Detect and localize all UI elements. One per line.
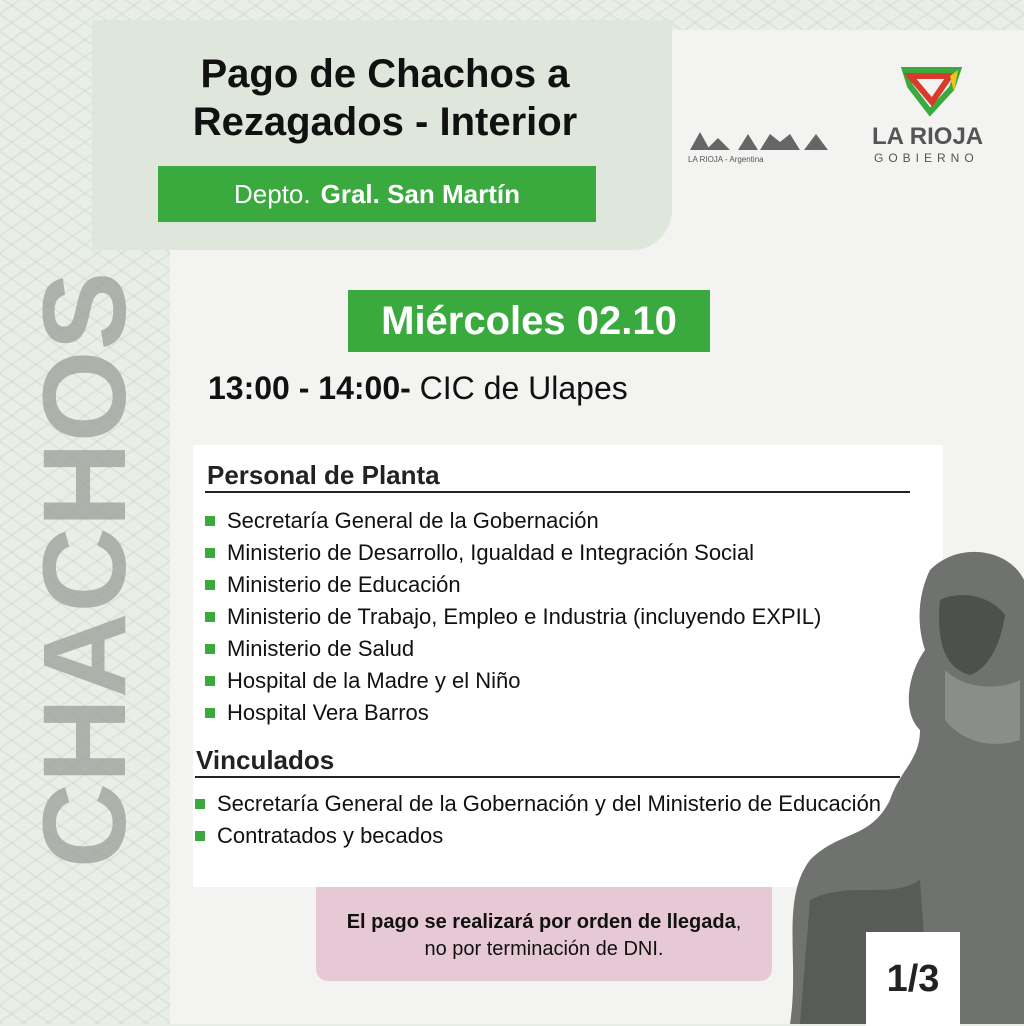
svg-text:GOBIERNO: GOBIERNO <box>874 151 979 165</box>
bullet-icon <box>195 831 205 841</box>
bullet-icon <box>195 799 205 809</box>
list-item: Ministerio de Desarrollo, Igualdad e Integración Social <box>205 537 821 569</box>
planta-list <box>205 505 821 729</box>
payment-note <box>316 887 772 981</box>
svg-text:CHACHOS: CHACHOS <box>19 271 151 869</box>
list-item: Ministerio de Salud <box>205 633 821 665</box>
svg-text:LA RIOJA - Argentina: LA RIOJA - Argentina <box>688 155 764 164</box>
list-item: Secretaría General de la Gobernación y del Ministerio de Educación <box>195 788 881 820</box>
schedule-time: 13:00 - 14:00- <box>208 370 411 406</box>
list-item: Secretaría General de la Gobernación <box>205 505 821 537</box>
svg-text:LA RIOJA: LA RIOJA <box>872 123 984 150</box>
list-item: Contratados y becados <box>195 820 881 852</box>
bullet-icon <box>205 676 215 686</box>
bullet-icon <box>205 516 215 526</box>
la-rioja-gobierno-logo <box>870 62 995 172</box>
page-indicator: 1/3 <box>866 932 960 1026</box>
department-value: Gral. San Martín <box>320 178 520 209</box>
section-divider <box>205 491 910 493</box>
title-line-1: Pago de Chachos a <box>200 52 570 96</box>
department-banner <box>158 166 596 222</box>
bullet-icon <box>205 708 215 718</box>
bullet-icon <box>205 644 215 654</box>
note-punct: , <box>735 911 742 933</box>
list-item: Hospital de la Madre y el Niño <box>205 665 821 697</box>
schedule-place: CIC de Ulapes <box>419 370 628 406</box>
chachos-watermark <box>19 175 151 965</box>
note-bold-text: El pago se realizará por orden de llegada <box>346 911 736 933</box>
date-banner: Miércoles 02.10 <box>348 290 710 352</box>
note-line-2: no por terminación de DNI. <box>424 938 664 960</box>
bullet-icon <box>205 580 215 590</box>
bullet-icon <box>205 548 215 558</box>
list-item: Ministerio de Educación <box>205 569 821 601</box>
page-title <box>115 50 655 146</box>
la-rioja-brand-logo <box>688 120 833 165</box>
section-heading-planta: Personal de Planta <box>207 460 440 490</box>
title-line-2: Rezagados - Interior <box>192 100 578 144</box>
list-item: Ministerio de Trabajo, Empleo e Industria (incluyendo EXPIL) <box>205 601 821 633</box>
schedule-time-place <box>208 370 628 407</box>
bullet-icon <box>205 612 215 622</box>
section-heading-vinculados: Vinculados <box>196 745 335 775</box>
department-label: Depto. <box>234 178 311 209</box>
list-item: Hospital Vera Barros <box>205 697 821 729</box>
